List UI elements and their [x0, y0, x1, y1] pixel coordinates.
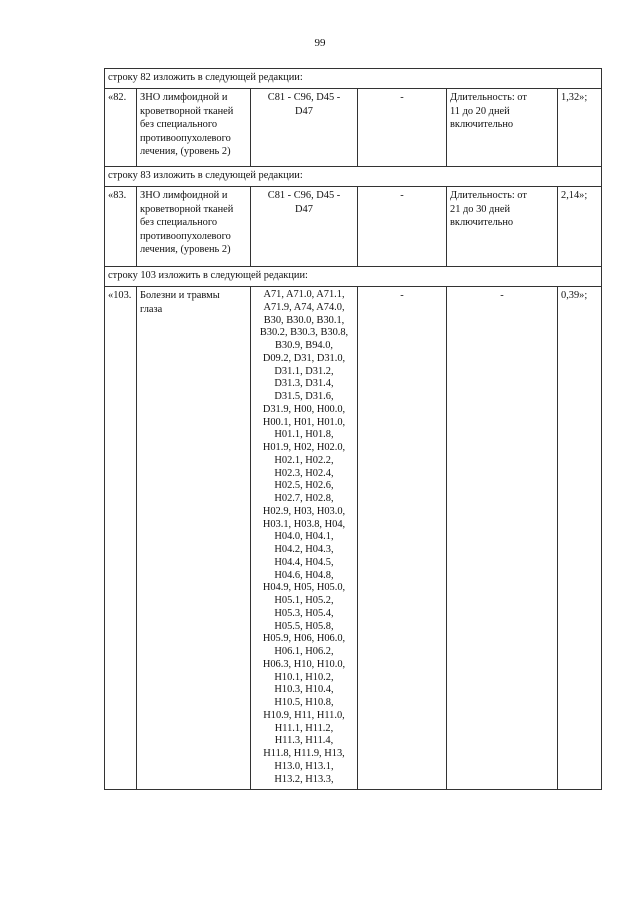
section-heading-row	[105, 267, 602, 287]
group-name-line: без специального	[140, 217, 218, 228]
service-code-cell: -	[358, 187, 447, 267]
codes-line: H04.0, H04.1,	[274, 531, 334, 543]
codes-line: B30, B30.0, B30.1,	[263, 314, 345, 326]
codes-line: A71, A71.0, A71.1,	[263, 289, 345, 300]
codes-line: H13.2, H13.3,	[274, 773, 334, 785]
codes-line: H11.3, H11.4,	[274, 735, 334, 747]
codes-line: H04.9, H05, H05.0,	[262, 582, 346, 594]
codes-line: H01.9, H02, H02.0,	[262, 442, 346, 453]
codes-line: H01.1, H01.8,	[274, 429, 334, 441]
row-number: «103.	[105, 287, 137, 790]
codes-line: D47	[295, 105, 313, 117]
group-name-line: противоопухолевого	[140, 230, 231, 242]
condition-line: включительно	[450, 119, 514, 130]
group-name-line: Болезни и травмы	[140, 290, 220, 301]
codes-line: H05.1, H05.2,	[274, 595, 334, 606]
codes-line: H05.5, H05.8,	[274, 620, 334, 632]
codes-line: H04.4, H04.5,	[274, 556, 334, 568]
codes-line: H02.7, H02.8,	[274, 493, 334, 504]
codes-line: H13.0, H13.1,	[274, 760, 334, 772]
codes-line: H06.1, H06.2,	[274, 646, 334, 657]
group-name-line: противоопухолевого	[140, 132, 231, 144]
condition-cell	[447, 89, 558, 167]
group-name-line: без специального	[140, 119, 218, 130]
condition-line: 21 до 30 дней	[450, 203, 511, 215]
table-row	[105, 287, 602, 790]
codes-line: D31.3, D31.4,	[274, 378, 334, 390]
codes-line: C81 - C96, D45 -	[267, 190, 341, 201]
codes-line: H10.1, H10.2,	[274, 671, 334, 683]
diagnosis-codes-cell	[251, 187, 358, 267]
section-heading: строку 82 изложить в следующей редакции:	[105, 69, 602, 89]
codes-line: A71.9, A74, A74.0,	[263, 301, 345, 313]
codes-line: H11.1, H11.2,	[274, 722, 334, 734]
codes-line: H02.3, H02.4,	[274, 467, 334, 479]
row-number: «83.	[105, 187, 137, 267]
group-name-line: лечения, (уровень 2)	[140, 244, 231, 255]
codes-line: H10.3, H10.4,	[274, 684, 334, 696]
codes-line: B30.9, B94.0,	[274, 340, 334, 351]
page-number: 99	[314, 37, 326, 49]
service-code-cell: -	[358, 287, 447, 790]
table-row	[105, 187, 602, 267]
table-row	[105, 89, 602, 167]
group-name-cell	[137, 89, 251, 167]
section-heading: строку 83 изложить в следующей редакции:	[105, 167, 602, 187]
section-heading: строку 103 изложить в следующей редакции:	[105, 267, 602, 287]
condition-cell	[447, 187, 558, 267]
group-name-cell	[137, 287, 251, 790]
condition-line: включительно	[450, 217, 514, 228]
codes-line: D31.1, D31.2,	[274, 365, 334, 377]
codes-line: H02.1, H02.2,	[274, 454, 334, 466]
coefficient-cell: 0,39»;	[558, 287, 602, 790]
diagnosis-codes-cell	[251, 287, 358, 790]
amendment-table	[104, 68, 602, 790]
codes-line: H05.3, H05.4,	[274, 607, 334, 619]
condition-line: Длительность: от	[450, 92, 527, 103]
coefficient-cell: 1,32»;	[558, 89, 602, 167]
codes-line: H10.5, H10.8,	[274, 697, 334, 708]
codes-line: H02.5, H02.6,	[274, 480, 334, 492]
codes-line: D31.5, D31.6,	[274, 391, 334, 402]
section-heading-row	[105, 69, 602, 89]
codes-line: D31.9, H00, H00.0,	[262, 403, 346, 415]
group-name-line: глаза	[140, 303, 163, 315]
codes-line: H10.9, H11, H11.0,	[263, 709, 345, 721]
diagnosis-codes-cell	[251, 89, 358, 167]
codes-line: H03.1, H03.8, H04,	[262, 518, 346, 530]
codes-line: H11.8, H11.9, H13,	[263, 748, 345, 759]
row-number: «82.	[105, 89, 137, 167]
codes-line: C81 - C96, D45 -	[267, 92, 341, 103]
codes-line: H04.6, H04.8,	[274, 569, 334, 581]
codes-line: D47	[295, 203, 313, 215]
service-code-cell: -	[358, 89, 447, 167]
codes-line: D09.2, D31, D31.0,	[262, 352, 346, 364]
section-heading-row	[105, 167, 602, 187]
condition-line: 11 до 20 дней	[450, 105, 510, 117]
codes-line: H04.2, H04.3,	[274, 544, 334, 555]
codes-line: H02.9, H03, H03.0,	[262, 505, 346, 517]
codes-line: H06.3, H10, H10.0,	[262, 658, 346, 670]
group-name-line: кроветворной тканей	[140, 105, 234, 117]
group-name-line: ЗНО лимфоидной и	[140, 92, 228, 103]
codes-line: H00.1, H01, H01.0,	[262, 416, 346, 428]
condition-line: Длительность: от	[450, 190, 527, 201]
group-name-line: ЗНО лимфоидной и	[140, 190, 228, 201]
group-name-line: кроветворной тканей	[140, 203, 234, 215]
group-name-cell	[137, 187, 251, 267]
codes-line: B30.2, B30.3, B30.8,	[259, 327, 349, 339]
coefficient-cell: 2,14»;	[558, 187, 602, 267]
codes-line: H05.9, H06, H06.0,	[262, 633, 346, 645]
group-name-line: лечения, (уровень 2)	[140, 146, 231, 157]
condition-cell: -	[447, 287, 558, 790]
